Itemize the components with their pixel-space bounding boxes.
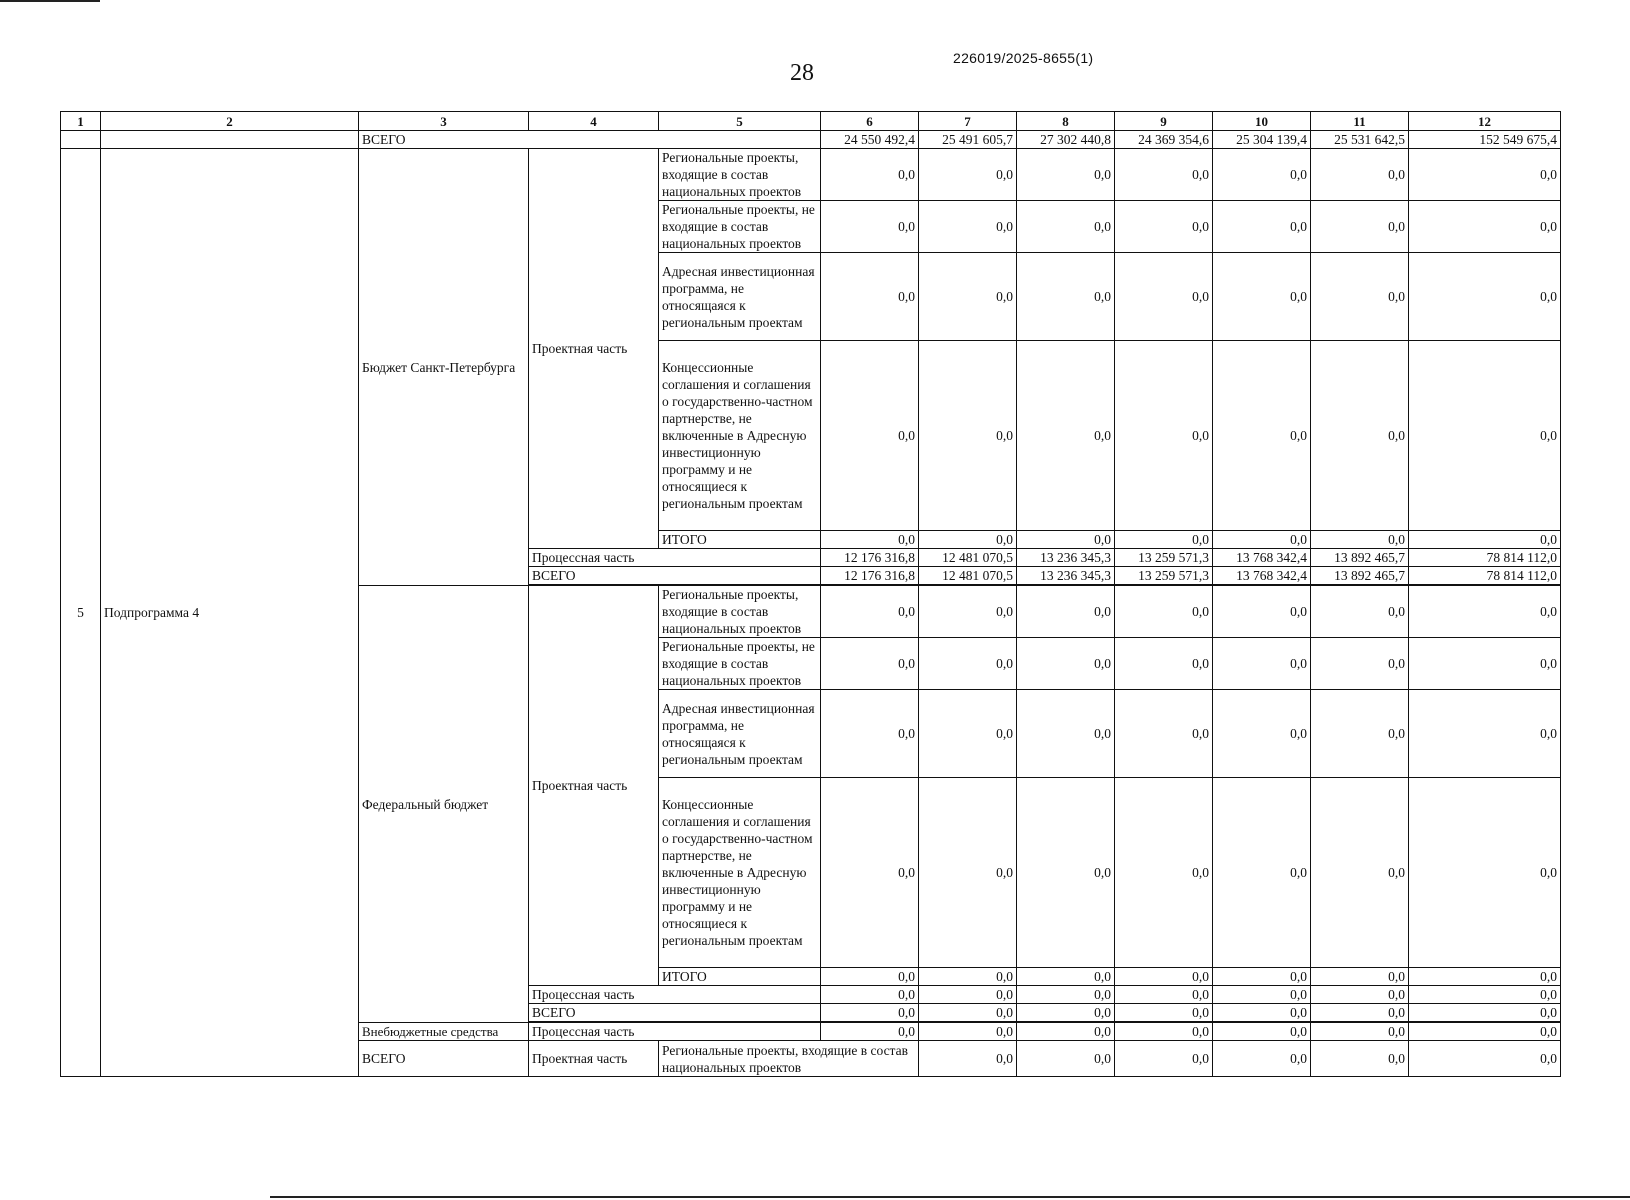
header-cell: 8	[1017, 112, 1115, 131]
value-cell: 0,0	[919, 690, 1017, 778]
value-cell: 0,0	[1017, 986, 1115, 1004]
total-value: 24 369 354,6	[1115, 131, 1213, 149]
total-label: ВСЕГО	[359, 131, 821, 149]
subprogram-name: Подпрограмма 4	[101, 149, 359, 1077]
value-cell: 0,0	[1017, 968, 1115, 986]
header-cell: 9	[1115, 112, 1213, 131]
item-label: Адресная инвестиционная программа, не относящаяся к региональным проектам	[659, 253, 821, 341]
value-cell: 0,0	[1213, 149, 1311, 201]
value-cell: 0,0	[1115, 586, 1213, 638]
source-extrabudget: Внебюджетные средства	[359, 1023, 529, 1041]
value-cell: 0,0	[821, 986, 919, 1004]
value-cell: 13 259 571,3	[1115, 567, 1213, 585]
value-cell: 0,0	[1017, 1004, 1115, 1022]
value-cell: 0,0	[919, 778, 1017, 968]
item-label: Региональные проекты, не входящие в состав национальных проектов	[659, 638, 821, 690]
value-cell: 0,0	[1213, 986, 1311, 1004]
total-value: 27 302 440,8	[1017, 131, 1115, 149]
value-cell: 0,0	[1115, 531, 1213, 549]
value-cell: 0,0	[1311, 986, 1409, 1004]
row-number: 5	[61, 149, 101, 1077]
value-cell: 0,0	[1311, 1041, 1409, 1077]
document-id: 226019/2025-8655(1)	[953, 50, 1094, 66]
value-cell: 0,0	[821, 690, 919, 778]
value-cell: 0,0	[1311, 341, 1409, 531]
value-cell: 0,0	[1213, 1004, 1311, 1022]
value-cell: 0,0	[821, 531, 919, 549]
value-cell: 0,0	[1017, 690, 1115, 778]
value-cell: 0,0	[821, 149, 919, 201]
value-cell: 0,0	[919, 1023, 1017, 1041]
value-cell: 0,0	[1409, 586, 1561, 638]
header-cell: 1	[61, 112, 101, 131]
value-cell: 0,0	[1115, 968, 1213, 986]
process-part-label: Процессная часть	[529, 1023, 821, 1041]
value-cell: 0,0	[1115, 201, 1213, 253]
value-cell: 0,0	[1017, 341, 1115, 531]
header-cell: 3	[359, 112, 529, 131]
value-cell: 0,0	[821, 341, 919, 531]
value-cell: 0,0	[1213, 201, 1311, 253]
value-cell: 0,0	[1409, 149, 1561, 201]
value-cell: 13 892 465,7	[1311, 567, 1409, 585]
value-cell: 0,0	[1311, 149, 1409, 201]
value-cell: 0,0	[1409, 968, 1561, 986]
value-cell: 0,0	[1409, 253, 1561, 341]
value-cell: 0,0	[821, 1023, 919, 1041]
subtotal-label: ВСЕГО	[529, 567, 821, 585]
top-rule	[0, 0, 100, 2]
item-label: Концессионные соглашения и соглашения о государственно-частном партнерстве, не включенные в Адресную инвестиционную программу и не относящиеся к региональным проектам	[659, 341, 821, 531]
value-cell: 0,0	[1115, 149, 1213, 201]
value-cell: 0,0	[1115, 1041, 1213, 1077]
value-cell: 0,0	[1017, 201, 1115, 253]
value-cell: 0,0	[1409, 690, 1561, 778]
value-cell: 0,0	[821, 201, 919, 253]
value-cell: 0,0	[821, 968, 919, 986]
value-cell: 0,0	[919, 1041, 1017, 1077]
page-number: 28	[790, 60, 814, 86]
header-cell: 6	[821, 112, 919, 131]
value-cell: 0,0	[1311, 690, 1409, 778]
value-cell: 0,0	[1017, 1041, 1115, 1077]
value-cell: 0,0	[919, 968, 1017, 986]
value-cell: 0,0	[1311, 968, 1409, 986]
value-cell: 12 481 070,5	[919, 567, 1017, 585]
item-label: Региональные проекты, входящие в состав национальных проектов	[659, 586, 821, 638]
value-cell: 0,0	[1213, 1023, 1311, 1041]
value-cell: 0,0	[919, 638, 1017, 690]
process-part-label: Процессная часть	[529, 986, 821, 1004]
subtotal-label: ВСЕГО	[529, 1004, 821, 1022]
item-label: Региональные проекты, входящие в состав национальных проектов	[659, 149, 821, 201]
total-value: 25 491 605,7	[919, 131, 1017, 149]
value-cell: 0,0	[1213, 690, 1311, 778]
value-cell: 0,0	[1213, 638, 1311, 690]
value-cell: 0,0	[1409, 201, 1561, 253]
value-cell: 0,0	[1017, 778, 1115, 968]
value-cell: 0,0	[1017, 586, 1115, 638]
bottom-rule	[270, 1196, 1630, 1198]
value-cell: 0,0	[1213, 531, 1311, 549]
value-cell: 0,0	[919, 531, 1017, 549]
header-cell: 4	[529, 112, 659, 131]
total-value: 24 550 492,4	[821, 131, 919, 149]
value-cell: 0,0	[1409, 778, 1561, 968]
value-cell: 0,0	[821, 638, 919, 690]
total-value: 25 304 139,4	[1213, 131, 1311, 149]
value-cell: 0,0	[821, 253, 919, 341]
value-cell: 13 259 571,3	[1115, 549, 1213, 567]
value-cell: 0,0	[1017, 149, 1115, 201]
value-cell: 0,0	[1311, 201, 1409, 253]
item-label: Адресная инвестиционная программа, не относящаяся к региональным проектам	[659, 690, 821, 778]
process-part-label: Процессная часть	[529, 549, 821, 567]
value-cell: 0,0	[1311, 586, 1409, 638]
value-cell: 0,0	[1017, 531, 1115, 549]
value-cell: 0,0	[821, 586, 919, 638]
value-cell: 0,0	[1409, 1004, 1561, 1022]
value-cell: 78 814 112,0	[1409, 549, 1561, 567]
value-cell: 0,0	[821, 1004, 919, 1022]
total-value: 152 549 675,4	[1409, 131, 1561, 149]
project-part-label: Проектная часть	[529, 149, 659, 549]
value-cell: 0,0	[1115, 341, 1213, 531]
value-cell: 0,0	[1213, 341, 1311, 531]
source-spb-budget: Бюджет Санкт-Петербурга	[359, 149, 529, 586]
value-cell: 0,0	[919, 149, 1017, 201]
value-cell: 0,0	[919, 341, 1017, 531]
total-value: 25 531 642,5	[1311, 131, 1409, 149]
value-cell: 0,0	[1409, 986, 1561, 1004]
value-cell: 0,0	[1409, 638, 1561, 690]
value-cell: 0,0	[1115, 1023, 1213, 1041]
project-part-label: Проектная часть	[529, 586, 659, 986]
itogo-label: ИТОГО	[659, 531, 821, 549]
item-label: Региональные проекты, входящие в состав национальных проектов	[659, 1041, 919, 1077]
value-cell: 0,0	[821, 778, 919, 968]
value-cell: 0,0	[919, 986, 1017, 1004]
total-row	[61, 131, 1561, 149]
value-cell: 0,0	[1115, 253, 1213, 341]
value-cell: 0,0	[1213, 778, 1311, 968]
value-cell: 0,0	[1213, 253, 1311, 341]
value-cell: 13 892 465,7	[1311, 549, 1409, 567]
header-cell: 7	[919, 112, 1017, 131]
value-cell: 0,0	[1409, 341, 1561, 531]
header-cell: 12	[1409, 112, 1561, 131]
value-cell: 0,0	[1115, 986, 1213, 1004]
value-cell: 13 768 342,4	[1213, 549, 1311, 567]
value-cell: 0,0	[1311, 253, 1409, 341]
value-cell: 0,0	[1409, 531, 1561, 549]
value-cell: 0,0	[1213, 1041, 1311, 1077]
value-cell: 13 768 342,4	[1213, 567, 1311, 585]
value-cell: 0,0	[1311, 778, 1409, 968]
value-cell: 0,0	[1115, 638, 1213, 690]
value-cell: 0,0	[1213, 586, 1311, 638]
value-cell: 0,0	[1115, 690, 1213, 778]
value-cell: 12 176 316,8	[821, 567, 919, 585]
header-cell: 11	[1311, 112, 1409, 131]
value-cell: 12 481 070,5	[919, 549, 1017, 567]
value-cell: 0,0	[1311, 638, 1409, 690]
value-cell: 0,0	[1409, 1041, 1561, 1077]
value-cell: 0,0	[919, 586, 1017, 638]
itogo-label: ИТОГО	[659, 968, 821, 986]
budget-table	[60, 111, 1561, 1077]
item-label: Региональные проекты, не входящие в состав национальных проектов	[659, 201, 821, 253]
item-label: Концессионные соглашения и соглашения о государственно-частном партнерстве, не включенные в Адресную инвестиционную программу и не относящиеся к региональным проектам	[659, 778, 821, 968]
value-cell: 0,0	[919, 253, 1017, 341]
value-cell: 0,0	[919, 1004, 1017, 1022]
header-cell: 10	[1213, 112, 1311, 131]
value-cell: 12 176 316,8	[821, 549, 919, 567]
header-cell: 5	[659, 112, 821, 131]
table-row	[61, 149, 1561, 201]
value-cell: 0,0	[1115, 778, 1213, 968]
header-cell: 2	[101, 112, 359, 131]
header-row	[61, 112, 1561, 131]
value-cell: 13 236 345,3	[1017, 549, 1115, 567]
value-cell: 0,0	[1311, 1023, 1409, 1041]
value-cell: 0,0	[1115, 1004, 1213, 1022]
value-cell: 0,0	[919, 201, 1017, 253]
value-cell: 13 236 345,3	[1017, 567, 1115, 585]
grand-total-label: ВСЕГО	[359, 1041, 529, 1077]
value-cell: 0,0	[1409, 1023, 1561, 1041]
value-cell: 0,0	[1017, 253, 1115, 341]
value-cell: 0,0	[1017, 638, 1115, 690]
value-cell: 0,0	[1017, 1023, 1115, 1041]
value-cell: 0,0	[1311, 1004, 1409, 1022]
value-cell: 0,0	[1311, 531, 1409, 549]
value-cell: 0,0	[1213, 968, 1311, 986]
source-federal-budget: Федеральный бюджет	[359, 586, 529, 1023]
value-cell: 78 814 112,0	[1409, 567, 1561, 585]
project-part-label: Проектная часть	[529, 1041, 659, 1077]
